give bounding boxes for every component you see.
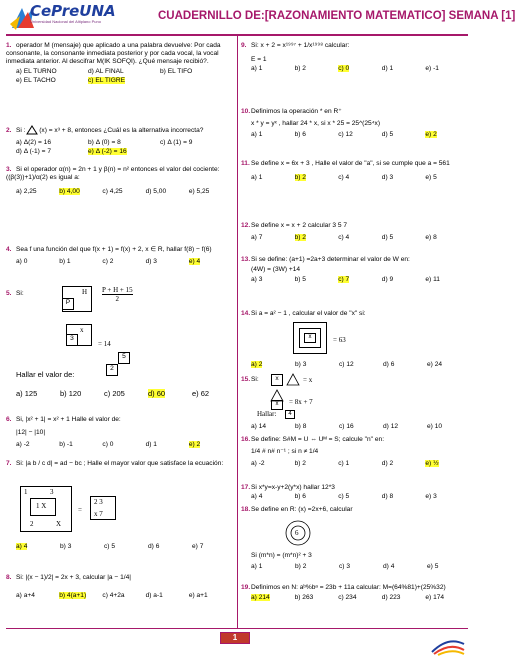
option-d[interactable]: d) 6 bbox=[148, 543, 160, 550]
option-d[interactable]: d) 5 bbox=[381, 130, 394, 138]
logo-text: CePreUNA bbox=[30, 2, 116, 20]
footer-divider bbox=[6, 628, 468, 629]
option-e[interactable]: e) 3 bbox=[425, 492, 437, 500]
option-d[interactable]: d) a-1 bbox=[145, 591, 163, 599]
question-number: 15. bbox=[241, 376, 251, 383]
question-4 bbox=[6, 246, 232, 266]
equation-value: = 63 bbox=[333, 336, 346, 344]
equation-value: = 14 bbox=[98, 340, 111, 348]
option-b-answer[interactable]: b) 2 bbox=[294, 233, 306, 241]
question-number: 18. bbox=[241, 506, 251, 513]
question-8 bbox=[6, 574, 232, 600]
triangle-icon bbox=[27, 126, 37, 134]
question-15 bbox=[241, 376, 469, 436]
option-a[interactable]: a) 0 bbox=[16, 257, 28, 265]
question-13 bbox=[241, 256, 469, 284]
expression: |12| − |10| bbox=[16, 428, 46, 436]
option-b-answer[interactable]: b) 4(a+1) bbox=[59, 591, 87, 599]
question-5: 5. Si: P H $\frac{P + H + 15}{2}$ x 3 = 14 5 2 Hallar el valor de: a) 125 b) 120 c) 205 d) 60 e) 62 bbox=[6, 290, 232, 450]
option-e[interactable]: e) 5 bbox=[427, 563, 439, 570]
question-number: 11. bbox=[241, 160, 250, 167]
question-number: 10. bbox=[241, 108, 251, 115]
option-c[interactable]: c) 16 bbox=[339, 423, 354, 430]
option-a[interactable]: a) 7 bbox=[251, 233, 263, 241]
expression: (4W) = (3W) +14 bbox=[251, 265, 301, 273]
option-c[interactable]: c) 0 bbox=[102, 440, 114, 448]
option-a[interactable]: a) 1 bbox=[251, 130, 263, 138]
question-10 bbox=[241, 108, 469, 139]
question-number: 6. bbox=[6, 416, 12, 423]
question-number: 8. bbox=[6, 574, 12, 581]
question-18 bbox=[241, 506, 469, 576]
question-text: Si, |x² + 1| = x² + 1 Halle el valor de: bbox=[16, 416, 121, 423]
option-b[interactable]: b) Δ (0) = 8 bbox=[88, 138, 121, 146]
question-16 bbox=[241, 436, 469, 468]
square-4: 4 bbox=[285, 410, 295, 419]
option-c[interactable]: c) 5 bbox=[338, 492, 350, 500]
expression: E = 1 bbox=[251, 55, 267, 63]
fraction-numerator: P + H + 15 bbox=[102, 286, 133, 294]
option-c[interactable]: c) 1 bbox=[338, 459, 350, 467]
question-17 bbox=[241, 484, 469, 501]
page-header bbox=[0, 0, 515, 36]
option-e-answer[interactable]: e) Δ (-2) = 16 bbox=[88, 147, 127, 155]
option-a-answer[interactable]: a) 214 bbox=[251, 593, 270, 601]
question-prefix: Si : bbox=[16, 126, 26, 134]
question-text: Si: x + 2 = x¹⁹⁹⁷ + 1/x¹⁹⁹⁸ calcular: bbox=[251, 42, 350, 49]
option-d[interactable]: d) 223 bbox=[381, 593, 401, 601]
hallar-label: Hallar el valor de: bbox=[16, 370, 75, 379]
hallar-label: Hallar: bbox=[257, 410, 277, 418]
option-c-answer[interactable]: c) 0 bbox=[338, 64, 350, 72]
option-e-answer[interactable]: e) 4 bbox=[188, 257, 201, 265]
square-x-inner: x bbox=[271, 400, 283, 410]
option-b-answer[interactable]: b) 2 bbox=[294, 173, 306, 181]
option-c[interactable]: c) 12 bbox=[339, 361, 354, 368]
option-d[interactable]: d) 5 bbox=[381, 233, 394, 241]
question-number: 12. bbox=[241, 222, 251, 229]
option-e[interactable]: e) EL TACHO bbox=[16, 76, 56, 84]
option-a[interactable]: a) a+4 bbox=[16, 591, 35, 599]
page-title: CUADERNILLO DE:[RAZONAMIENTO MATEMATICO] SEMANA [1] bbox=[158, 10, 515, 22]
option-e[interactable]: e) 10 bbox=[427, 423, 443, 430]
option-c[interactable]: c) 4+2a bbox=[102, 591, 125, 599]
option-b[interactable]: b) 3 bbox=[60, 543, 72, 550]
question-text: Se define x = x + 2 calcular 3 5 7 bbox=[251, 222, 348, 229]
expression: Si (m*n) = (m*n)² + 3 bbox=[251, 552, 312, 559]
triangle-icon bbox=[287, 374, 299, 385]
option-b[interactable]: b) -1 bbox=[59, 440, 73, 448]
option-a[interactable]: a) Δ(2) = 16 bbox=[16, 138, 52, 146]
option-d[interactable]: d) 6 bbox=[383, 361, 395, 368]
option-c-answer[interactable]: c) 7 bbox=[338, 275, 350, 283]
circle-inner-value: 6 bbox=[295, 529, 299, 537]
option-c[interactable]: c) 4 bbox=[338, 173, 350, 181]
fraction-denominator: 2 bbox=[115, 295, 120, 304]
option-c[interactable]: c) 4 bbox=[338, 233, 350, 241]
question-number: 4. bbox=[6, 246, 12, 253]
option-c[interactable]: c) Δ (1) = 9 bbox=[160, 138, 193, 146]
option-a[interactable]: a) -2 bbox=[251, 459, 265, 467]
option-a[interactable]: a) 14 bbox=[251, 423, 267, 430]
option-e[interactable]: e) 62 bbox=[192, 389, 210, 398]
question-number: 5. bbox=[6, 290, 12, 297]
column-divider bbox=[237, 36, 238, 628]
option-e[interactable]: e) 174 bbox=[425, 593, 445, 601]
option-d[interactable]: d) 3 bbox=[145, 257, 157, 265]
option-d[interactable]: d) 12 bbox=[383, 423, 399, 430]
option-b[interactable]: b) 2 bbox=[295, 563, 307, 570]
option-d[interactable]: d) 8 bbox=[381, 492, 394, 500]
option-d[interactable]: d) Δ (-1) = 7 bbox=[16, 147, 52, 155]
question-text: (x) = x³ + 8, entonces ¿Cuál es la alternativa incorrecta? bbox=[39, 126, 204, 134]
question-text: Se define x = 6x + 3 , Halle el valor de "a", si se cumple que a = 561 bbox=[251, 160, 450, 167]
option-c[interactable]: c) 205 bbox=[104, 389, 125, 398]
option-d-answer[interactable]: d) 60 bbox=[148, 389, 166, 398]
footer-logo-icon bbox=[430, 634, 466, 656]
expression: 1/4 # n# n⁻¹ ; si n ≠ 1/4 bbox=[251, 447, 319, 455]
option-d[interactable]: d) 4 bbox=[383, 563, 395, 570]
question-text: Si: |(x − 1)/2| = 2x + 3, calcular |a − 1/4| bbox=[16, 574, 131, 581]
option-a[interactable]: a) 125 bbox=[16, 389, 38, 398]
question-text: Si se define: (a+1) =2a+3 determinar el valor de W en: bbox=[251, 256, 410, 263]
option-d[interactable]: d) AL FINAL bbox=[88, 67, 124, 75]
question-text: Sea f una función del que f(x + 1) = f(x) + 2, x ∈ R, hallar f(8) − f(6) bbox=[16, 246, 212, 253]
option-e[interactable]: e) 11 bbox=[425, 275, 440, 283]
square-2: 2 bbox=[106, 364, 118, 376]
option-d[interactable]: d) 1 bbox=[381, 64, 394, 72]
option-e[interactable]: e) 5,25 bbox=[188, 187, 210, 195]
question-12 bbox=[241, 222, 469, 242]
option-e[interactable]: e) 5 bbox=[425, 173, 437, 181]
option-b[interactable]: b) 2 bbox=[294, 64, 306, 72]
option-e-answer[interactable]: e) 2 bbox=[425, 130, 437, 138]
question-6 bbox=[6, 416, 232, 449]
option-a-answer[interactable]: a) 2 bbox=[251, 361, 263, 368]
logo-subtitle: Universidad Nacional del Altiplano Puno bbox=[30, 19, 101, 24]
option-b[interactable]: b) 2 bbox=[294, 459, 306, 467]
option-d[interactable]: d) 3 bbox=[381, 173, 394, 181]
question-number: 16. bbox=[241, 436, 251, 443]
option-a[interactable]: a) EL TURNO bbox=[16, 67, 57, 75]
question-number: 1. bbox=[6, 42, 12, 49]
question-7: 7. Si: |a b / c d| = ad − bc ; Halle el mayor valor que satisface la ecuación: 1 3 1 X 2 X = 2 3 x 7 a) 4 b) 3 c) 5 d) 6 e) 7 bbox=[6, 460, 232, 560]
nested-square-x: x bbox=[304, 333, 316, 343]
question-number: 3. bbox=[6, 166, 12, 173]
question-number: 13. bbox=[241, 256, 251, 263]
option-b[interactable]: b) 6 bbox=[294, 492, 306, 500]
option-b[interactable]: b) 1 bbox=[59, 257, 71, 265]
question-text: Si el operador α(n) = 2n + 1 y β(n) = n² entonces el valor del cociente: ((β(3))+1)/α(2) es igual a: bbox=[6, 166, 220, 181]
option-b[interactable]: b) 6 bbox=[294, 130, 306, 138]
option-e-answer[interactable]: e) ½ bbox=[425, 459, 439, 467]
question-prefix: Si: bbox=[251, 376, 259, 383]
question-text: Definimos en N: aᵇ%bᵃ = 23b + 11a calcular: M=(64%81)+(25%32) bbox=[251, 584, 446, 591]
question-text: Si x*y=x-y+2(y*x) hallar 12*3 bbox=[251, 484, 335, 491]
option-a[interactable]: a) 1 bbox=[251, 173, 263, 181]
option-b[interactable]: b) 263 bbox=[294, 593, 314, 601]
option-a[interactable]: a) 4 bbox=[251, 492, 263, 500]
option-e[interactable]: e) 8 bbox=[425, 233, 437, 241]
option-d[interactable]: d) 5,00 bbox=[145, 187, 167, 195]
expression: x * y = yˣ , hallar 24 * x, si x * 25 = 25^(25⁴x) bbox=[251, 119, 381, 127]
question-number: 7. bbox=[6, 460, 12, 467]
page-number: 1 bbox=[220, 632, 250, 644]
option-a-answer[interactable]: a) 4 bbox=[16, 543, 28, 550]
option-a[interactable]: a) 2,25 bbox=[16, 187, 37, 195]
question-text: Si a = a² − 1 , calcular el valor de "x" si: bbox=[251, 310, 366, 317]
option-b[interactable]: b) 8 bbox=[295, 423, 307, 430]
option-b[interactable]: b) 5 bbox=[294, 275, 306, 283]
option-a[interactable]: a) 3 bbox=[251, 275, 263, 283]
question-text: operador M (mensaje) que aplicado a una palabra devuelve: Por cada consonante, la consonante inmediata posterior y por cada vocal, la vocal inmediata anterior. Al descifrar M(IK SOFQI). ¿Qué mensaje recibió?. bbox=[6, 42, 221, 65]
option-b[interactable]: b) 3 bbox=[295, 361, 307, 368]
question-19 bbox=[241, 584, 469, 602]
equation-1: = x bbox=[303, 376, 313, 384]
question-prefix: Si: bbox=[16, 290, 24, 297]
option-d[interactable]: d) 9 bbox=[381, 275, 394, 283]
question-text: Si: |a b / c d| = ad − bc ; Halle el mayor valor que satisface la ecuación: bbox=[16, 460, 224, 467]
option-b[interactable]: b) 120 bbox=[60, 389, 82, 398]
question-2 bbox=[6, 126, 232, 155]
question-number: 2. bbox=[6, 126, 12, 134]
question-9 bbox=[241, 42, 469, 73]
inner-square-p: P bbox=[62, 298, 74, 310]
option-b[interactable]: b) EL TIFO bbox=[160, 67, 193, 75]
option-e[interactable]: e) 24 bbox=[427, 361, 443, 368]
option-c[interactable]: c) 5 bbox=[104, 543, 115, 550]
option-e[interactable]: e) 7 bbox=[192, 543, 204, 550]
option-c[interactable]: c) 2 bbox=[102, 257, 114, 265]
question-1 bbox=[6, 42, 232, 85]
question-number: 14. bbox=[241, 310, 251, 317]
question-3 bbox=[6, 166, 232, 196]
option-d[interactable]: d) 2 bbox=[381, 459, 394, 467]
inner-square-3: 3 bbox=[66, 334, 78, 346]
question-number: 9. bbox=[241, 42, 247, 49]
question-text: Se define en R: (x) =2x+6, calcular bbox=[251, 506, 353, 513]
option-e[interactable]: e) -1 bbox=[425, 64, 439, 72]
option-c[interactable]: c) 12 bbox=[338, 130, 353, 138]
option-a[interactable]: a) 1 bbox=[251, 64, 263, 72]
equation-2: = 8x + 7 bbox=[289, 398, 313, 406]
option-c-answer[interactable]: c) EL TIGRE bbox=[88, 76, 126, 84]
square-x: x bbox=[271, 374, 283, 386]
question-text: Se define: S#M = U ⇔ Uᴹ = S; calcule "n" en: bbox=[251, 436, 385, 443]
option-e-answer[interactable]: e) 2 bbox=[188, 440, 201, 448]
option-c[interactable]: c) 234 bbox=[338, 593, 357, 601]
option-d[interactable]: d) 1 bbox=[145, 440, 157, 448]
square-5: 5 bbox=[118, 352, 130, 364]
question-number: 17. bbox=[241, 484, 251, 491]
option-b-answer[interactable]: b) 4,00 bbox=[59, 187, 80, 195]
question-text: Definimos la operación * en R⁺ bbox=[251, 108, 342, 115]
question-11 bbox=[241, 160, 469, 182]
option-a[interactable]: a) -2 bbox=[16, 440, 30, 448]
option-c[interactable]: c) 3 bbox=[339, 563, 350, 570]
option-e[interactable]: e) a+1 bbox=[188, 591, 208, 599]
option-c[interactable]: c) 4,25 bbox=[102, 187, 123, 195]
question-number: 19. bbox=[241, 584, 251, 591]
option-a[interactable]: a) 1 bbox=[251, 563, 263, 570]
